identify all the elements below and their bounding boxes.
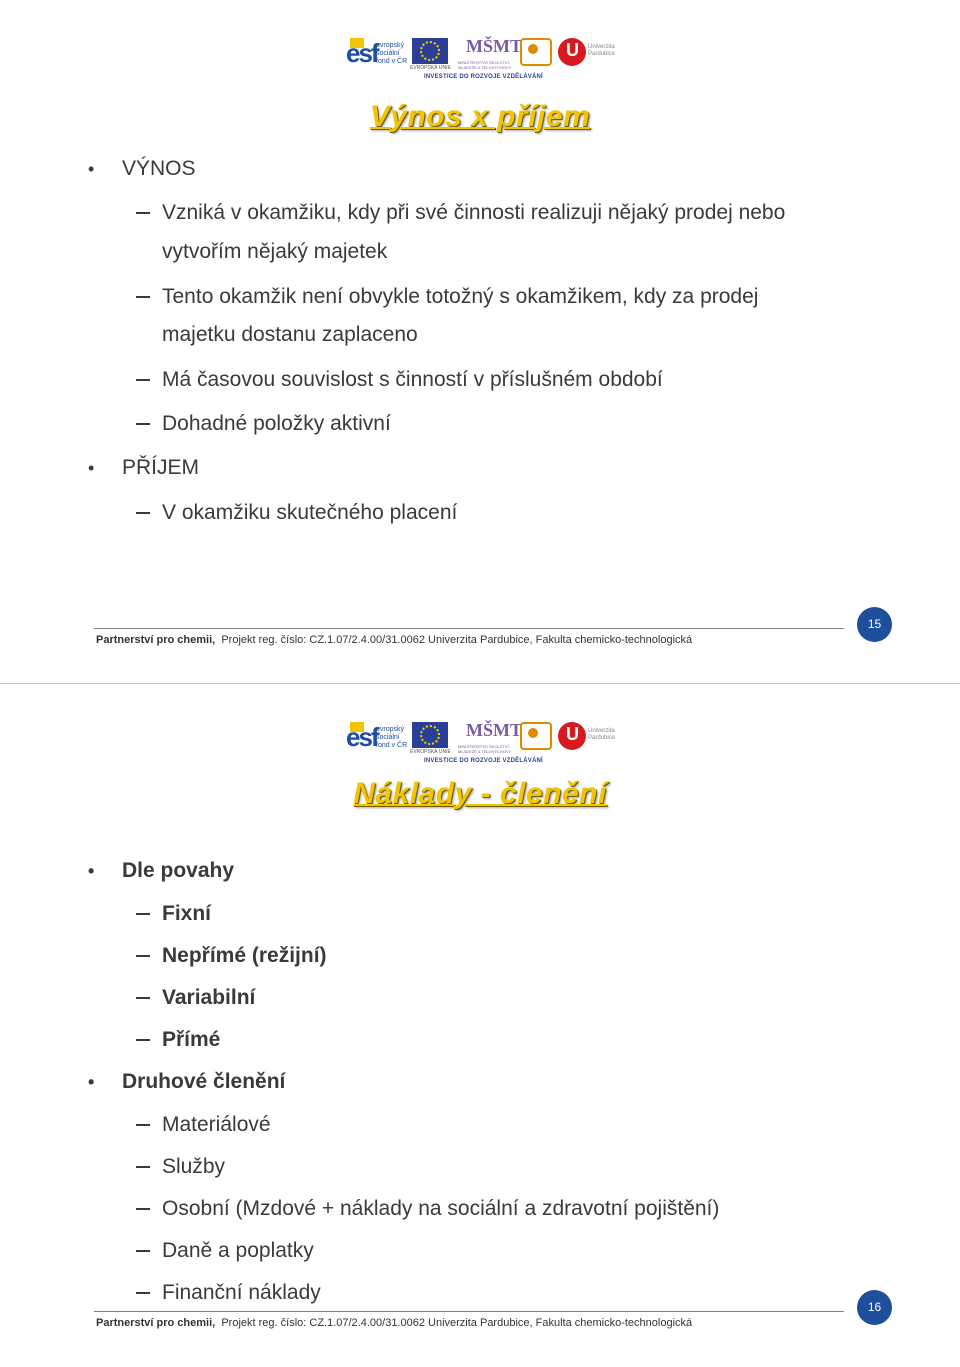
footer-rule <box>94 628 844 629</box>
eu-logo-text: EVROPSKÁ UNIE <box>410 749 451 755</box>
footer-text: Partnerství pro chemii, Projekt reg. číslo: CZ.1.07/2.4.00/31.0062 Univerzita Pardubice, Fakulta chemicko-technologická <box>96 634 693 646</box>
esf-logo: esf evropský sociální fond v ČR <box>346 38 408 68</box>
logo-tagline: INVESTICE DO ROZVOJE VZDĚLÁVÁNÍ <box>424 74 543 80</box>
op-vk-logo <box>520 38 552 66</box>
footer-rule <box>94 1311 844 1312</box>
slide-title: Náklady - členění <box>353 777 607 810</box>
msmt-logo: MŠMT MINISTERSTVO ŠKOLSTVÍ, MLÁDEŽE A TĚLOVÝCHOVY <box>458 36 522 70</box>
footer-text: Partnerství pro chemii, Projekt reg. číslo: CZ.1.07/2.4.00/31.0062 Univerzita Pardubice, Fakulta chemicko-technologická <box>96 1317 693 1329</box>
eu-flag-logo <box>412 722 448 748</box>
sponsor-logo-strip <box>346 36 616 84</box>
upce-logo-text: Univerzita Pardubice <box>588 728 616 741</box>
upce-logo: U <box>558 38 586 66</box>
upce-logo-text: Univerzita Pardubice <box>588 44 616 57</box>
op-vk-logo <box>520 722 552 750</box>
esf-logo: esf evropský sociální fond v ČR <box>346 722 408 752</box>
logo-tagline: INVESTICE DO ROZVOJE VZDĚLÁVÁNÍ <box>424 758 543 764</box>
upce-logo: U <box>558 722 586 750</box>
page-number-badge: 16 <box>857 1290 892 1325</box>
page-number-badge: 15 <box>857 607 892 642</box>
slide-title: Výnos x příjem <box>369 100 591 133</box>
slide-16: esf evropský sociální fond v ČR EVROPSKÁ UNIE MŠMT MINISTERSTVO ŠKOLSTVÍ, MLÁDEŽE A TĚLOVÝCHOVY U Univerzita Pardubice INVESTICE DO ROZVOJE VZDĚLÁVÁNÍ Náklady - členění • Dle povahy Fixní Nepřímé (režijní) Variabilní Přímé • Druhové členění Materiálové Služby Osobní (Mzdové + náklady na sociální a zdravotní pojištění) Daně a poplatky Finanční náklady Partnerství pro chemii, Projekt reg. číslo: CZ.1.07/2.4.00/31.0062 Univerzita Pardubice, Fakulta chemicko-technologická 16 <box>0 684 960 1367</box>
msmt-logo: MŠMT MINISTERSTVO ŠKOLSTVÍ, MLÁDEŽE A TĚLOVÝCHOVY <box>458 720 522 754</box>
eu-logo-text: EVROPSKÁ UNIE <box>410 65 451 71</box>
slide-15: esf evropský sociální fond v ČR EVROPSKÁ UNIE MŠMT MINISTERSTVO ŠKOLSTVÍ, MLÁDEŽE A TĚLOVÝCHOVY U Univerzita Pardubice INVESTICE DO ROZVOJE VZDĚLÁVÁNÍ Výnos x příjem • VÝNOS Vzniká v okamžiku, kdy při své činnosti realizuji nějaký prodej nebo vytvořím nějaký majetek Tento okamžik není obvykle totožný s okamžikem, kdy za prodej majetku dostanu zaplaceno Má časovou souvislost s činností v příslušném období Dohadné položky aktivní • PŘÍJEM V okamžiku skutečného placení Partnerství pro chemii, Projekt reg. číslo: CZ.1.07/2.4.00/31.0062 Univerzita Pardubice, Fakulta chemicko-technologická 15 <box>0 0 960 683</box>
eu-flag-logo <box>412 38 448 64</box>
sponsor-logo-strip <box>346 720 616 768</box>
